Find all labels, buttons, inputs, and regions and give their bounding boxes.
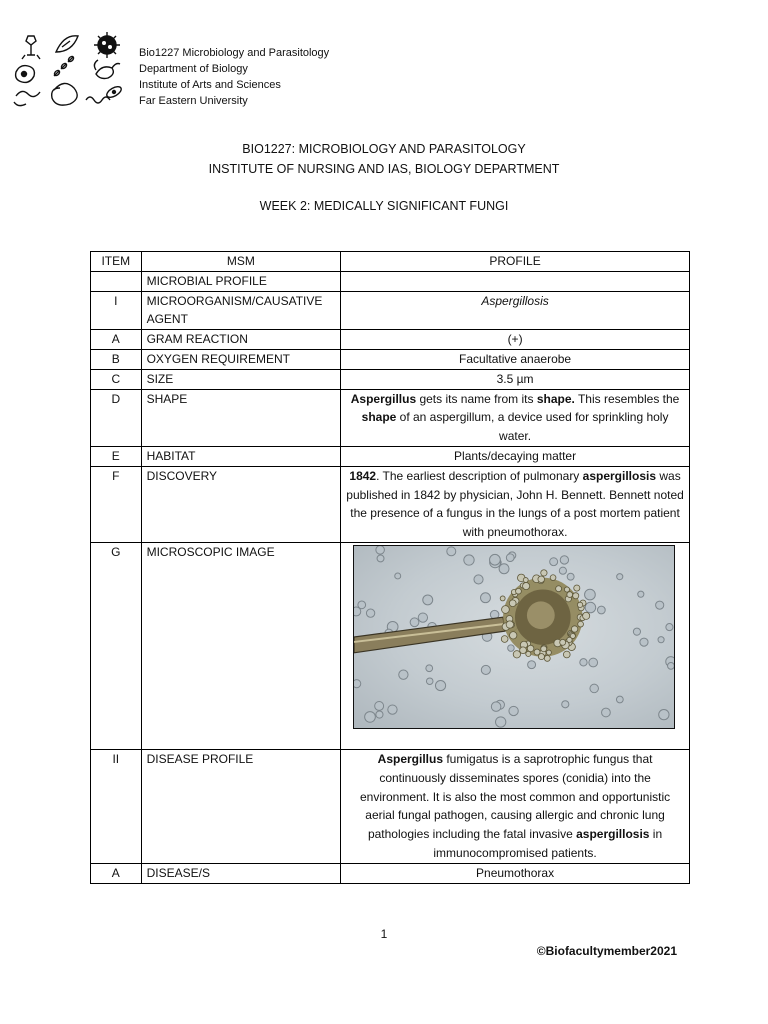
conidium <box>520 647 527 654</box>
conidium <box>564 651 571 658</box>
text-span: of an aspergillum, a device used for sprinkling holy water. <box>396 410 669 444</box>
row-item: II <box>91 749 142 863</box>
spore <box>399 670 408 679</box>
row-msm: GRAM REACTION <box>141 330 341 350</box>
row-item: A <box>91 330 142 350</box>
spore <box>436 680 446 690</box>
row-profile: (+) <box>341 330 690 350</box>
conidium <box>538 576 545 583</box>
row-profile: Plants/decaying matter <box>341 446 690 466</box>
spore <box>528 661 536 669</box>
conidium <box>560 639 566 645</box>
row-profile <box>341 466 690 542</box>
column-header-item: ITEM <box>91 252 142 272</box>
conidium <box>541 570 547 576</box>
row-msm: MICROORGANISM/CAUSATIVE AGENT <box>141 291 341 330</box>
text-span: fumigatus is a saprotrophic fungus that continuously disseminates spores (conidia) into the environment. It is also the most common and opportunistic aerial fungal pathogen, causing allergic and chronic lung pathologies including the fatal invasive <box>359 751 671 842</box>
spore <box>589 658 598 667</box>
conidium <box>565 587 570 592</box>
spore <box>617 696 624 703</box>
spore <box>668 662 674 669</box>
bold-term: shape <box>361 410 397 425</box>
table-row <box>91 466 690 542</box>
conidium <box>523 582 530 589</box>
spore <box>602 708 611 717</box>
bold-term: aspergillosis <box>582 468 657 483</box>
microbe-logo <box>10 30 128 116</box>
document-titles <box>0 139 768 216</box>
text-span: gets its name from its <box>416 391 537 406</box>
conidium <box>523 578 528 583</box>
conidium <box>510 632 517 639</box>
spore <box>659 709 669 719</box>
spore <box>481 593 491 603</box>
table-row <box>91 749 690 863</box>
row-msm: MICROSCOPIC IMAGE <box>141 542 341 749</box>
row-item: C <box>91 369 142 389</box>
conidium <box>550 575 556 581</box>
conidium <box>583 612 590 619</box>
spore <box>508 645 515 652</box>
row-msm: OXYGEN REQUIREMENT <box>141 349 341 369</box>
spore <box>585 589 596 600</box>
table-row <box>91 271 690 291</box>
row-msm: DISEASE/S <box>141 863 341 883</box>
spore <box>658 637 664 643</box>
spore <box>426 665 433 672</box>
row-msm: DISCOVERY <box>141 466 341 542</box>
row-item: E <box>91 446 142 466</box>
table-row <box>91 446 690 466</box>
microbial-profile-table <box>90 251 690 884</box>
conidium <box>509 600 516 607</box>
spore <box>617 574 623 580</box>
bold-term: Aspergillus <box>350 391 417 406</box>
aspergillus-micrograph-icon <box>354 546 674 728</box>
spore <box>491 702 501 711</box>
bold-term: shape. <box>536 391 575 406</box>
spore <box>365 712 376 723</box>
spore <box>464 555 474 565</box>
conidium <box>573 593 579 599</box>
spore <box>376 546 385 554</box>
spore <box>375 701 384 710</box>
spore <box>656 601 664 609</box>
spore <box>447 547 456 556</box>
spore <box>633 628 640 635</box>
bold-term: Aspergillus <box>377 751 444 766</box>
spore <box>410 618 419 627</box>
spore <box>423 595 433 605</box>
table-header-row <box>91 252 690 272</box>
conidium <box>567 592 573 598</box>
conidium <box>502 606 510 614</box>
table-row <box>91 291 690 330</box>
spore <box>496 717 506 727</box>
org-line-course: Bio1227 Microbiology and Parasitology <box>139 47 330 59</box>
spore <box>562 701 569 708</box>
conidium <box>572 626 578 632</box>
institute-title: INSTITUTE OF NURSING AND IAS, BIOLOGY DEPARTMENT <box>208 162 560 176</box>
bold-term: 1842 <box>349 468 377 483</box>
spore <box>567 573 574 580</box>
conidium <box>578 602 583 607</box>
row-item: I <box>91 291 142 330</box>
row-profile <box>341 749 690 863</box>
row-profile <box>341 389 690 446</box>
organization-info <box>139 45 329 109</box>
org-line-department: Department of Biology <box>139 63 248 75</box>
microbial-profile-label: MICROBIAL PROFILE <box>141 271 341 291</box>
row-profile <box>341 542 690 749</box>
spore <box>580 659 587 666</box>
table-row <box>91 369 690 389</box>
column-header-msm: MSM <box>141 252 341 272</box>
org-line-university: Far Eastern University <box>139 95 248 107</box>
spore <box>638 591 644 597</box>
microbe-illustrations-icon <box>10 30 128 116</box>
spore <box>354 607 361 616</box>
org-line-institute: Institute of Arts and Sciences <box>139 79 281 91</box>
spore <box>427 678 434 685</box>
row-item: B <box>91 349 142 369</box>
row-msm: DISEASE PROFILE <box>141 749 341 863</box>
row-msm: HABITAT <box>141 446 341 466</box>
column-header-profile: PROFILE <box>341 252 690 272</box>
spore <box>509 706 518 715</box>
table-row <box>91 542 690 749</box>
conidium <box>506 621 513 628</box>
microscopic-image <box>353 545 675 729</box>
spore <box>499 564 509 574</box>
spore <box>354 680 361 688</box>
row-profile: Aspergillosis <box>341 291 690 330</box>
table-row <box>91 349 690 369</box>
course-title: BIO1227: MICROBIOLOGY AND PARASITOLOGY <box>242 142 526 156</box>
row-item: D <box>91 389 142 446</box>
spore <box>388 705 397 714</box>
row-item: G <box>91 542 142 749</box>
conidium <box>547 650 552 655</box>
conidium <box>526 651 531 656</box>
row-item: F <box>91 466 142 542</box>
spore <box>590 684 599 693</box>
spore <box>377 555 384 562</box>
week-title: WEEK 2: MEDICALLY SIGNIFICANT FUNGI <box>259 199 509 213</box>
spore <box>598 606 606 614</box>
row-profile: 3.5 µm <box>341 369 690 389</box>
spore <box>506 554 514 562</box>
spore <box>550 558 558 566</box>
conidium <box>513 651 520 658</box>
spore <box>481 665 490 674</box>
conidium <box>501 636 508 643</box>
spore <box>640 638 648 646</box>
table-row <box>91 863 690 883</box>
spore <box>560 556 568 564</box>
row-msm: SHAPE <box>141 389 341 446</box>
conidium <box>574 585 580 591</box>
spore <box>367 609 375 617</box>
spore <box>474 575 483 584</box>
conidium <box>578 621 584 627</box>
bold-term: aspergillosis <box>576 827 650 842</box>
spore <box>585 602 596 612</box>
row-profile: Pneumothorax <box>341 863 690 883</box>
copyright-notice: ©Biofacultymember2021 <box>536 944 677 958</box>
conidium <box>500 596 505 601</box>
text-span: in immunocompromised patients. <box>433 827 663 860</box>
conidium <box>544 655 550 661</box>
conidium <box>567 637 572 642</box>
text-span: was published in 1842 by physician, John H. Bennett. Bennett noted the presence of a fungus in the lungs of a post mortem patient with pneumothorax. <box>346 468 684 540</box>
text-span: . The earliest description of pulmonary <box>376 468 583 483</box>
spore <box>376 711 383 718</box>
spore <box>418 613 427 622</box>
spore <box>666 624 673 631</box>
row-item: A <box>91 863 142 883</box>
conidium <box>541 646 547 652</box>
spore <box>395 573 401 579</box>
page-number: 1 <box>380 927 388 941</box>
conidium <box>556 586 562 592</box>
conidium <box>527 645 534 652</box>
spore <box>490 554 501 565</box>
text-span: This resembles the <box>574 391 680 406</box>
row-profile: Facultative anaerobe <box>341 349 690 369</box>
row-msm: SIZE <box>141 369 341 389</box>
table-row <box>91 330 690 350</box>
spore <box>559 567 566 574</box>
conidium <box>516 588 522 594</box>
table-row <box>91 389 690 446</box>
conidium <box>538 653 544 659</box>
